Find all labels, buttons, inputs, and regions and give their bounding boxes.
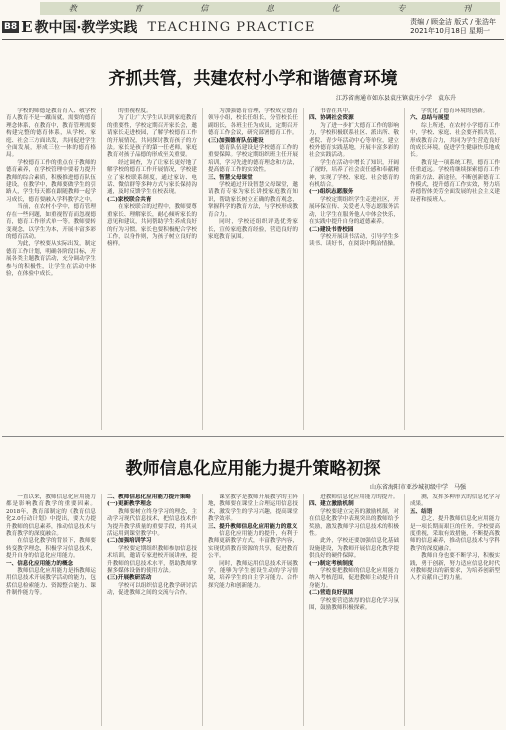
paragraph: (三)加强德育队伍建设 xyxy=(207,137,264,144)
column-divider xyxy=(202,494,203,726)
paragraph: 当前，在农村小学中，德育管理存在一些问题，如重视智育而忽视德育，德育工作形式单一等。教师要转变观念，以学生为本，开展丰富多彩的德育活动。 xyxy=(6,204,97,240)
paragraph: 学校要建立完善的激励机制，对在信息化教学中表现突出的教师给予奖励，激发教师学习信息技术的积极性。 xyxy=(308,508,399,538)
paragraph: 信息化应用能力的提升，有利于教师更新教学方式，丰富教学内容，实现优质教育资源的共享，促进教育公平。 xyxy=(207,531,298,560)
paragraph: 在信息化教学的背景下，教师要转变教学理念，积极学习信息技术，提升自身的信息化应用能力。 xyxy=(6,538,97,560)
slogan-char: 教 xyxy=(68,4,77,13)
paragraph: 总之，提升教师信息化应用能力是一项长期而艰巨的任务。学校要高度重视，采取有效措施，不断提高教师的信息素养，推动信息技术与学科教学的深度融合。 xyxy=(409,516,500,552)
slogan-char: 息 xyxy=(265,4,274,13)
article-column xyxy=(6,108,96,430)
paragraph: 德育队伍建设是学校德育工作的重要保障。学校定期组织班主任开展培训，学习先进的德育理念和方法，提高德育工作的实效性。 xyxy=(207,145,298,174)
column-divider xyxy=(303,108,304,430)
paragraph: 测，发挥多种形式的信息化学习成果。 xyxy=(409,494,500,508)
paragraph: 书香在其中。 xyxy=(320,108,354,114)
column-divider xyxy=(404,108,405,430)
paragraph: 教育是一项系统工程，德育工作任重道远。学校将继续探索德育工作的新方法、新途径，不断创新德育工作模式，提升德育工作实效，努力培养德智体美劳全面发展的社会主义建设者和接班人。 xyxy=(409,159,500,203)
article-body xyxy=(6,494,500,726)
article-column xyxy=(410,108,500,430)
article-byline: 山东省海阳市亚沙城初级中学 马强 xyxy=(369,484,466,491)
article-column xyxy=(107,494,197,726)
section-mark: E xyxy=(21,18,33,36)
paragraph: 在家校联合的过程中，教师要尊重家长、理解家长，耐心倾听家长的意见和建议，共同帮助学生养成良好的行为习惯。家长也要积极配合学校工作，以身作则，为孩子树立良好的榜样。 xyxy=(106,204,198,248)
paragraph: 学校定期组织学生走进社区，开展环保宣传、关爱老人等志愿服务活动，让学生在服务他人中体会快乐，在实践中提升自身的道德素养。 xyxy=(308,196,399,226)
paragraph: (二)家校联合共育 xyxy=(106,196,152,203)
paragraph: 学校可以组织信息化教学研讨活动，促进教师之间的交流与合作。 xyxy=(106,582,198,597)
article-column xyxy=(107,108,197,430)
paragraph: 学校要定期组织教师参加信息技术培训，邀请专家进校开展讲座，提升教师的信息技术水平，帮助教师掌握多媒体设备的使用方法。 xyxy=(106,545,198,575)
column-divider xyxy=(202,108,203,430)
column-divider xyxy=(303,494,304,726)
paragraph: 学校通过开设智慧父母课堂，邀请教育专家为家长讲授家庭教育知识，帮助家长树立正确的教育观念，掌握科学的教育方法，与学校形成教育合力。 xyxy=(207,182,298,218)
editor-line: 责编 / 顾金洁 版式 / 张浩年 xyxy=(410,18,496,26)
article-column xyxy=(208,108,298,430)
paragraph: 学校要营造浓厚的信息化学习氛围，鼓励教师积极探索。 xyxy=(308,597,399,612)
slogan-bar xyxy=(40,2,500,15)
paragraph: 的重视程度。 xyxy=(118,108,152,114)
paragraph: 为加强德育管理，学校成立德育领导小组，校长任组长，分管校长任副组长，各班主任为成员，定期召开德育工作会议，研究部署德育工作。 xyxy=(207,108,298,137)
article-column xyxy=(309,494,399,726)
paragraph: 综上所述，在农村小学德育工作中，学校、家庭、社会要齐抓共管，形成教育合力，共同为学生营造良好的成长环境，促进学生健康快乐地成长。 xyxy=(409,122,500,159)
paragraph: 同时，教师运用信息技术开展教学，能够为学生创设生动的学习情境，培养学生的自主学习能力、合作探究能力和创新能力。 xyxy=(207,560,298,589)
paragraph: 学生在活动中增长了知识，开阔了视野，培养了社会责任感和奉献精神，实现了学校、家庭、社会德育的有机结合。 xyxy=(308,159,399,189)
issue-meta xyxy=(410,18,496,36)
paragraph: 学校的师德是教育育人、敬学校育人教育不是一蹴而就，需要的德育理念体系，在教育中，教育管理需要构建完整的德育体系，从学校、家庭、社会三方面出发，共同促进学生全面发展，形成三位一体的德育格局。 xyxy=(6,108,97,159)
paragraph: 五、结语 xyxy=(409,508,433,515)
paragraph: 四、建立激励机制 xyxy=(308,501,354,508)
paragraph: 四、协调社会资源 xyxy=(308,115,354,122)
paragraph: 教师要树立终身学习的理念，主动学习现代信息技术，把信息技术作为提升教学质量的重要手段，将其灵活运用到课堂教学中。 xyxy=(106,508,198,538)
paragraph: 课堂教学是教师开展教学的主阵地，教师要在课堂上合理运用信息技术，激发学生的学习兴趣，提高课堂教学效率。 xyxy=(207,494,298,523)
header-rule xyxy=(2,39,504,40)
paragraph: 为了让广大学生认识到家庭教育的重要性，学校定期召开家长会，邀请家长走进校园，了解学校德育工作的开展情况，共同探讨教育孩子的方法。家长是孩子的第一任老师，家庭教育对孩子品德的形成至关重要。 xyxy=(106,115,198,159)
paragraph: (一)更新教学理念 xyxy=(106,501,152,508)
paragraph: (一)制定考核制度 xyxy=(308,560,354,567)
paragraph: (二)营造良好氛围 xyxy=(308,590,354,597)
paragraph: 一直以来，教师信息化应用能力都是影响教育教学的重要因素。2018年，教育部制定的《教育信息化2.0行动计划》中提出，要大力提升教师的信息素养，推动信息技术与教育教学的深度融合。 xyxy=(6,494,97,538)
slogan-char: 育 xyxy=(134,4,143,13)
column-divider xyxy=(404,494,405,726)
column-english-title: TEACHING PRACTICE xyxy=(147,19,316,35)
article-headline: 教师信息化应用能力提升策略初探 xyxy=(125,459,381,479)
paragraph: 进教师信息化应用能力的提升。 xyxy=(320,494,399,500)
paragraph: 三、智慧父母课堂 xyxy=(207,174,253,181)
article-rural-school xyxy=(0,44,506,102)
paragraph: 教师信息化应用能力是指教师运用信息技术开展教学活动的能力，包括信息检索能力、资源整合能力、课件制作能力等。 xyxy=(6,568,97,597)
slogan-char: 信 xyxy=(200,4,209,13)
article-column xyxy=(309,108,399,430)
article-headline: 齐抓共管，共建农村小学和谐德育环境 xyxy=(108,69,398,89)
paragraph: 三、提升教师信息化应用能力的意义 xyxy=(207,523,298,530)
paragraph: (二)建设书香校园 xyxy=(308,226,354,233)
slogan-char: 专 xyxy=(397,4,406,13)
paragraph: 此外，学校还要加强信息化基础设施建设，为教师开展信息化教学提供良好的硬件保障。 xyxy=(308,538,399,560)
slogan-char: 刊 xyxy=(463,4,472,13)
paragraph: 六、总结与展望 xyxy=(409,115,450,122)
paragraph: 同时，学校还组织评选优秀家长，宣传家庭教育经验，营造良好的家庭教育氛围。 xyxy=(207,219,298,240)
article-body xyxy=(6,108,500,430)
article-column xyxy=(410,494,500,726)
paragraph: 二、教师信息化应用能力提升策略 xyxy=(106,494,191,500)
paragraph: 教师自身也要不断学习，积极实践，勇于创新，努力适应信息化时代对教师提出的新要求，为培养创新型人才贡献自己的力量。 xyxy=(409,553,500,582)
article-separator xyxy=(2,436,504,437)
column-divider xyxy=(101,494,102,726)
article-byline: 江苏省南通市如东县袁庄镇袁庄小学 袁东升 xyxy=(335,95,456,102)
article-column xyxy=(208,494,298,726)
paragraph: 一、信息化应用能力的概念 xyxy=(6,560,74,567)
article-teacher-it xyxy=(0,440,506,491)
article-column xyxy=(6,494,96,726)
paragraph: (三)开展教研活动 xyxy=(106,575,152,582)
column-title: 教中国·教学实践 xyxy=(34,20,138,36)
paragraph: 学校开展读书活动，引导学生多读书、读好书，在阅读中陶冶情操。 xyxy=(308,233,399,248)
paragraph: (二)加强培训学习 xyxy=(106,538,152,545)
paragraph: 经过调查，为了让家长更好地了解学校的德育工作开展情况，学校建立了家校联系制度，通过家访、电话、微信群等多种方式与家长保持沟通，及时反馈学生在校表现。 xyxy=(106,159,198,196)
paragraph: 学优化了德育环境的创新。 xyxy=(421,108,489,114)
page-number: B8 xyxy=(4,22,18,32)
paragraph: 为了进一步扩大德育工作的影响力，学校积极联系社区、派出所、敬老院、青少年活动中心等单位，建立校外德育实践基地，开展丰富多彩的社会实践活动。 xyxy=(308,122,399,159)
paragraph: (一)组织志愿服务 xyxy=(308,189,354,196)
column-divider xyxy=(101,108,102,430)
date-line: 2021年10月18日 星期一 xyxy=(410,27,491,35)
paragraph: 为此，学校要从实际出发，制定德育工作计划，明确各阶段目标，开展各类主题教育活动，充分调动学生参与的积极性，让学生在活动中体验，在体验中成长。 xyxy=(6,241,97,277)
paragraph: 学校德育工作的重点在于教师的德育素养，在学校管理中要着力提升教师的综合素质，积极推进德育队伍建设。在教学中，教师要做学生的引路人，学生每天都在跟随教师一起学习成长，德育要融入学科教学之中。 xyxy=(6,159,97,203)
slogan-char: 化 xyxy=(331,4,340,13)
paragraph: 学校要把教师的信息化应用能力纳入考核范围，促进教师主动提升自身能力。 xyxy=(308,568,399,589)
